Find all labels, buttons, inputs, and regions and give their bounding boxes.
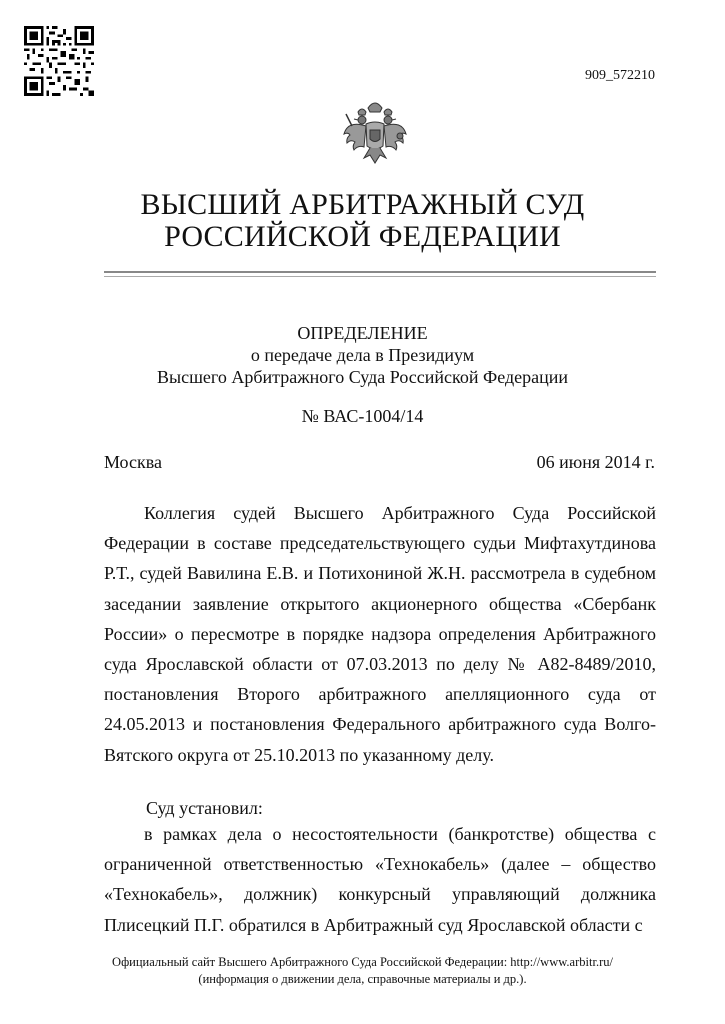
footer-line1: Официальный сайт Высшего Арбитражного Суда Российской Федерации: http://www.arbitr.ru/ [112, 955, 613, 969]
coat-of-arms-icon [340, 96, 410, 170]
document-subtitle-line1: о передаче дела в Президиум [250, 345, 475, 365]
case-number: № ВАС-1004/14 [301, 406, 424, 426]
document-date: 06 июня 2014 г. [536, 452, 655, 472]
header-divider [104, 271, 656, 273]
court-name-line1: ВЫСШИЙ АРБИТРАЖНЫЙ СУД [140, 188, 585, 221]
section-heading: Суд установил: [146, 798, 263, 818]
qr-code-icon [24, 26, 94, 96]
document-subtitle-line2: Высшего Арбитражного Суда Российской Федерации [156, 367, 569, 387]
body-paragraph-1: Коллегия судей Высшего Арбитражного Суда Российской Федерации в составе председательствующего судьи Мифтахутдинова Р.Т., судей Вавилина Е.В. и Потихониной Ж.Н. рассмотрела в судебном заседании заявление открытого акционерного общества «Сбербанк России» о пересмотре в порядке надзора определения Арбитражного суда Ярославской области от 07.03.2013 по делу № А82-8489/2010, постановления Второго арбитражного апелляционного суда от 24.05.2013 и постановления Федерального арбитражного суда Волго-Вятского округа от 25.10.2013 по указанному делу. [104, 503, 656, 765]
court-name-line2: РОССИЙСКОЙ ФЕДЕРАЦИИ [164, 220, 561, 253]
header-divider-thin [104, 276, 656, 277]
document-title: ОПРЕДЕЛЕНИЕ [297, 323, 428, 343]
document-id: 909_572210 [585, 68, 655, 83]
city: Москва [104, 452, 162, 472]
footer-line2: (информация о движении дела, справочные материалы и др.). [198, 972, 527, 986]
body-paragraph-2: в рамках дела о несостоятельности (банкротстве) общества с ограниченной ответственностью «Технокабель» (далее – общество «Технокабель», должник) конкурсный управляющий должника Плисецкий П.Г. обратился в Арбитражный суд Ярославской области с [104, 824, 656, 935]
